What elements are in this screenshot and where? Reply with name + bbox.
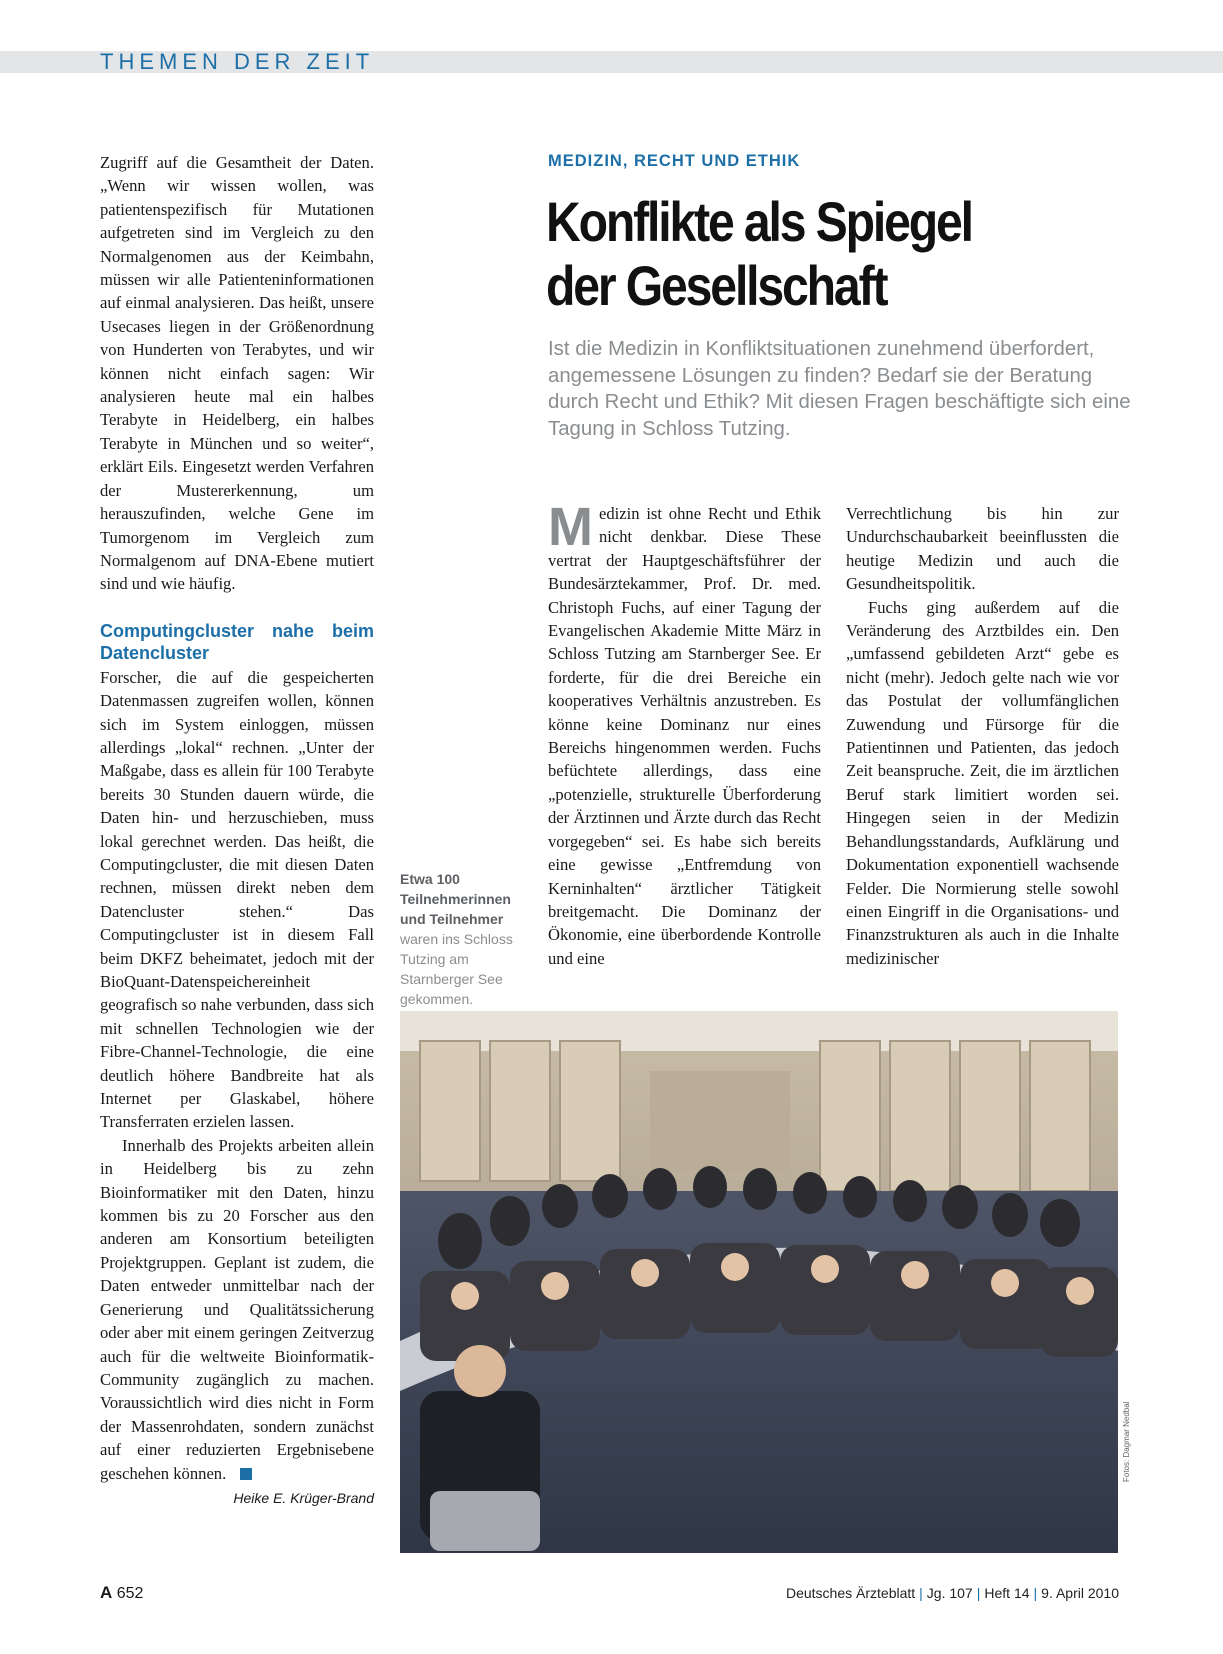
left-paragraph-3 xyxy=(100,1134,374,1485)
article-column-2-paragraph-2: Fuchs ging außerdem auf die Veränderung des Arztbildes ein. Den „umfassend gebildeten Arzt“ gebe es nicht (mehr). Jedoch gelte nach wie vor das Postulat der vollumfänglichen Zuwendung und Fürsorge für die Patientinnen und Patienten, das jedoch Zeit beanspruche. Zeit, die im ärztlichen Beruf stark limitiert worden sei. Hingegen seien in der Medizin Behandlungsstandards, Aufklärung und Dokumentation exponentiell wachsende Felder. Die Normierung stelle sowohl einen Eingriff in die Organisations- und Finanzstrukturen als auch in die Inhalte medizinischer xyxy=(846,597,1119,968)
headline-line-2: der Gesellschaft xyxy=(546,254,887,317)
end-mark-icon xyxy=(240,1468,252,1480)
conference-photo xyxy=(400,1011,1118,1553)
journal-name: Deutsches Ärzteblatt xyxy=(785,1585,916,1601)
article-column-2 xyxy=(846,502,1119,970)
article-deck: Ist die Medizin in Konfliktsituationen zunehmend überfordert, angemessene Lösungen zu finden? Bedarf sie der Beratung durch Recht und Ethik? Mit diesen Fragen beschäftigte sich eine Tagung in Schloss Tutzing. xyxy=(548,338,1131,440)
page-number xyxy=(100,1583,143,1603)
section-label: THEMEN DER ZEIT xyxy=(100,49,375,74)
article-kicker: MEDIZIN, RECHT UND ETHIK xyxy=(548,152,801,170)
conference-audience-illustration xyxy=(400,1011,1118,1553)
footer-separator: | xyxy=(1033,1585,1038,1601)
photo-caption xyxy=(400,869,530,1009)
left-paragraph-3-text: Innerhalb des Projekts arbeiten allein in Heidelberg bis zu zehn Bioinformatiker mit den Daten, hinzu kommen bis zu 20 Forscher aus den anderen am Konsortium beteiligten Projektgruppen. Geplant ist zudem, die Daten entweder unmittelbar nach der Generierung und Qualitätssicherung oder aber mit einem geringen Zeitverzug auch für die weltweite Bioinformatik-Community zugänglich zu machen. Voraussichtlich wird dies nicht in Form der Massenrohdaten, sondern zunächst auf einer reduzierten Ergebnisebene geschehen können. xyxy=(100,1135,374,1483)
article-column-2-paragraph-1: Verrechtlichung bis hin zur Undurchschaubarkeit beeinflussten die heutige Medizin und auch die Gesundheitspolitik. xyxy=(846,504,1119,594)
article-column-1 xyxy=(548,497,821,970)
headline-line-1: Konflikte als Spiegel xyxy=(546,190,972,253)
caption-text: waren ins Schloss Tutzing am Starnberger See gekommen. xyxy=(400,931,513,1007)
drop-cap: M xyxy=(548,497,593,557)
page-prefix: A xyxy=(100,1583,113,1602)
left-paragraph-2: Forscher, die auf die gespeicherten Datenmassen zugreifen wollen, können sich im System einloggen, müssen allerdings „lokal“ rechnen. „Unter der Maßgabe, dass es allein für 100 Terabyte bereits 30 Stunden dauern würde, die Daten hin- und herzuschieben, muss lokal gerechnet werden. Das heißt, die Computingcluster, die mit diesen Daten rechnen, müssen direkt neben dem Datencluster stehen.“ Das Computingcluster ist in diesem Fall beim DKFZ beheimatet, jedoch mit der BioQuant-Datenspeichereinheit geografisch so nahe verbunden, dass sich mit schnellen Technologien wie der Fibre-Channel-Technologie, die eine deutlich höhere Bandbreite hat als Internet per Glaskabel, höhere Transferraten erzielen lassen. xyxy=(100,667,374,1132)
footer-separator: | xyxy=(976,1585,981,1601)
article-headline xyxy=(546,190,1096,318)
article-column-1-text: edizin ist ohne Recht und Ethik nicht denkbar. Diese These vertrat der Hauptgeschäftsführer der Bundesärztekammer, Prof. Dr. med. Christoph Fuchs, auf einer Tagung der Evangelischen Akademie Mitte März in Schloss Tutzing am Starnberger See. Er forderte, für die drei Bereiche ein kooperatives Verhältnis anzustreben. Es könne keine Dominanz nur eines Bereichs hingenommen werden. Fuchs befüchtete allerdings, dass eine „potenzielle, strukturelle Überforderung der Ärztinnen und Ärzte durch das Recht vorgegeben“ sei. Es habe sich bereits eine gewisse „Entfremdung von Kerninhalten“ ärztlicher Tätigkeit breitgemacht. Die Dominanz der Ökonomie, eine überbordende Kontrolle und eine xyxy=(548,504,821,968)
journal-volume: Jg. 107 xyxy=(926,1585,973,1601)
journal-issue: Heft 14 xyxy=(984,1585,1030,1601)
article-column-1-paragraph xyxy=(548,497,821,970)
subheading: Computingcluster nahe beim Datencluster xyxy=(100,620,374,663)
photo-credit: Fotos: Dagmar Nedbal xyxy=(1122,1401,1131,1482)
page-number-value: 652 xyxy=(116,1585,144,1602)
journal-date: 9. April 2010 xyxy=(1041,1585,1119,1601)
journal-footer xyxy=(786,1585,1119,1601)
caption-bold: Etwa 100 Teilnehmerinnen und Teilnehmer xyxy=(400,871,511,927)
footer-separator: | xyxy=(919,1585,923,1601)
author-byline: Heike E. Krüger-Brand xyxy=(233,1489,374,1506)
left-column xyxy=(100,151,374,1510)
left-paragraph-1: Zugriff auf die Gesamtheit der Daten. „Wenn wir wissen wollen, was patientenspezifisch für Mutationen aufgetreten sind im Vergleich zu den Normalgenomen aus der Keimbahn, müssen wir alle Patienteninformationen auf einmal analysieren. Das heißt, unsere Usecases liegen in der Größenordnung von Hunderten von Terabytes, und wir können nicht einfach sagen: Wir analysieren heute mal ein halbes Terabyte in Heidelberg, ein halbes Terabyte in München und so weiter“, erklärt Eils. Eingesetzt werden Verfahren der Mustererkennung, um herauszufinden, welche Gene im Tumorgenom im Vergleich zum Normalgenom auf DNA-Ebene mutiert sind und wie häufig. xyxy=(100,153,374,594)
